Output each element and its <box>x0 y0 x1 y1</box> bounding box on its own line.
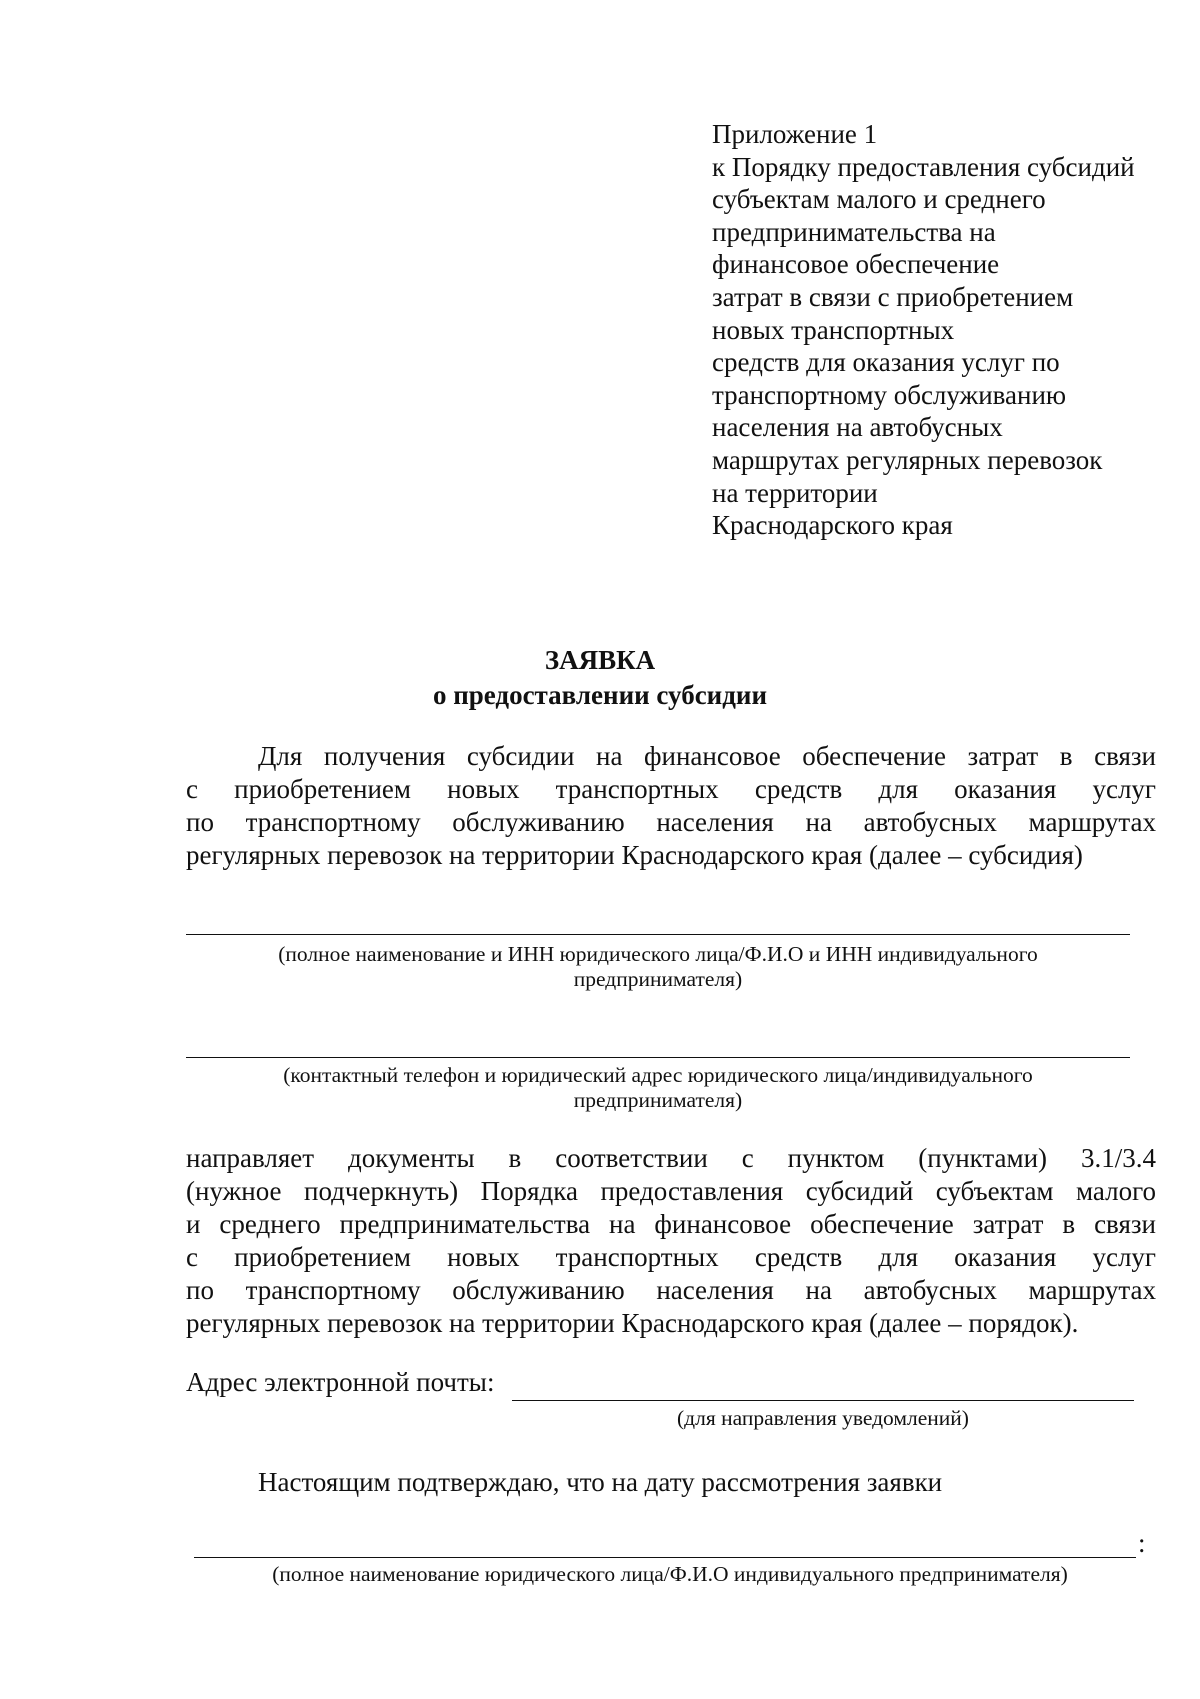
name-inn-blank-line[interactable] <box>186 934 1130 935</box>
paragraph-line: направляет документы в соответствии с пунктом (пунктами) 3.1/3.4 <box>186 1143 1156 1173</box>
appendix-line: средств для оказания услуг по <box>712 347 1060 378</box>
email-blank-line[interactable] <box>512 1400 1134 1401</box>
appendix-line: Приложение 1 <box>712 119 878 149</box>
intro-paragraph <box>186 740 1156 872</box>
name-inn-caption <box>186 942 1130 992</box>
appendix-line: субъектам малого и среднего <box>712 184 1046 215</box>
appendix-line: новых транспортных <box>712 314 955 345</box>
paragraph-line: по транспортному обслуживанию населения на автобусных маршрутах <box>186 807 1156 837</box>
caption-line: (контактный телефон и юридический адрес юридического лица/индивидуального <box>283 1063 1033 1087</box>
appendix-line: на территории <box>712 477 878 508</box>
confirmation-caption <box>180 1562 1160 1587</box>
appendix-line: предпринимательства на <box>712 216 996 247</box>
document-title: ЗАЯВКА <box>544 645 656 675</box>
contacts-blank-line[interactable] <box>186 1057 1130 1058</box>
appendix-line: населения на автобусных <box>712 412 1003 443</box>
paragraph-line: Для получения субсидии на финансовое обеспечение затрат в связи <box>258 741 1156 771</box>
paragraph-line: с приобретением новых транспортных средств для оказания услуг <box>186 1242 1156 1272</box>
appendix-line: транспортному обслуживанию <box>712 379 1067 410</box>
appendix-line: финансовое обеспечение <box>712 249 1000 280</box>
confirmation-colon: : <box>1138 1528 1146 1558</box>
paragraph-line: по транспортному обслуживанию населения на автобусных маршрутах <box>186 1275 1156 1305</box>
appendix-line: к Порядку предоставления субсидий <box>712 151 1135 182</box>
paragraph-line: и среднего предпринимательства на финансовое обеспечение затрат в связи <box>186 1209 1156 1239</box>
caption-line: предпринимателя) <box>573 1088 743 1112</box>
paragraph-line: (нужное подчеркнуть) Порядка предоставления субсидий субъектам малого <box>186 1176 1156 1206</box>
contacts-caption <box>186 1063 1130 1113</box>
caption-line: предпринимателя) <box>573 967 743 991</box>
email-caption <box>512 1406 1134 1431</box>
confirmation-blank-line[interactable] <box>194 1557 1136 1558</box>
documents-paragraph <box>186 1142 1156 1340</box>
caption-line: (полное наименование и ИНН юридического лица/Ф.И.О и ИНН индивидуального <box>278 942 1038 966</box>
document-subtitle: о предоставлении субсидии <box>432 680 768 710</box>
appendix-line: затрат в связи с приобретением <box>712 281 1074 312</box>
email-label: Адрес электронной почты: <box>186 1367 495 1397</box>
appendix-header <box>712 118 1182 542</box>
paragraph-line: с приобретением новых транспортных средств для оказания услуг <box>186 774 1156 804</box>
appendix-line: Краснодарского края <box>712 510 953 541</box>
appendix-line: маршрутах регулярных перевозок <box>712 444 1103 475</box>
caption-line: (для направления уведомлений) <box>677 1406 969 1430</box>
paragraph-line: регулярных перевозок на территории Краснодарского края (далее – порядок). <box>186 1308 1079 1338</box>
caption-line: (полное наименование юридического лица/Ф.И.О индивидуального предпринимателя) <box>272 1562 1068 1586</box>
paragraph-line: регулярных перевозок на территории Краснодарского края (далее – субсидия) <box>186 840 1083 870</box>
confirmation-text: Настоящим подтверждаю, что на дату рассмотрения заявки <box>258 1467 943 1497</box>
